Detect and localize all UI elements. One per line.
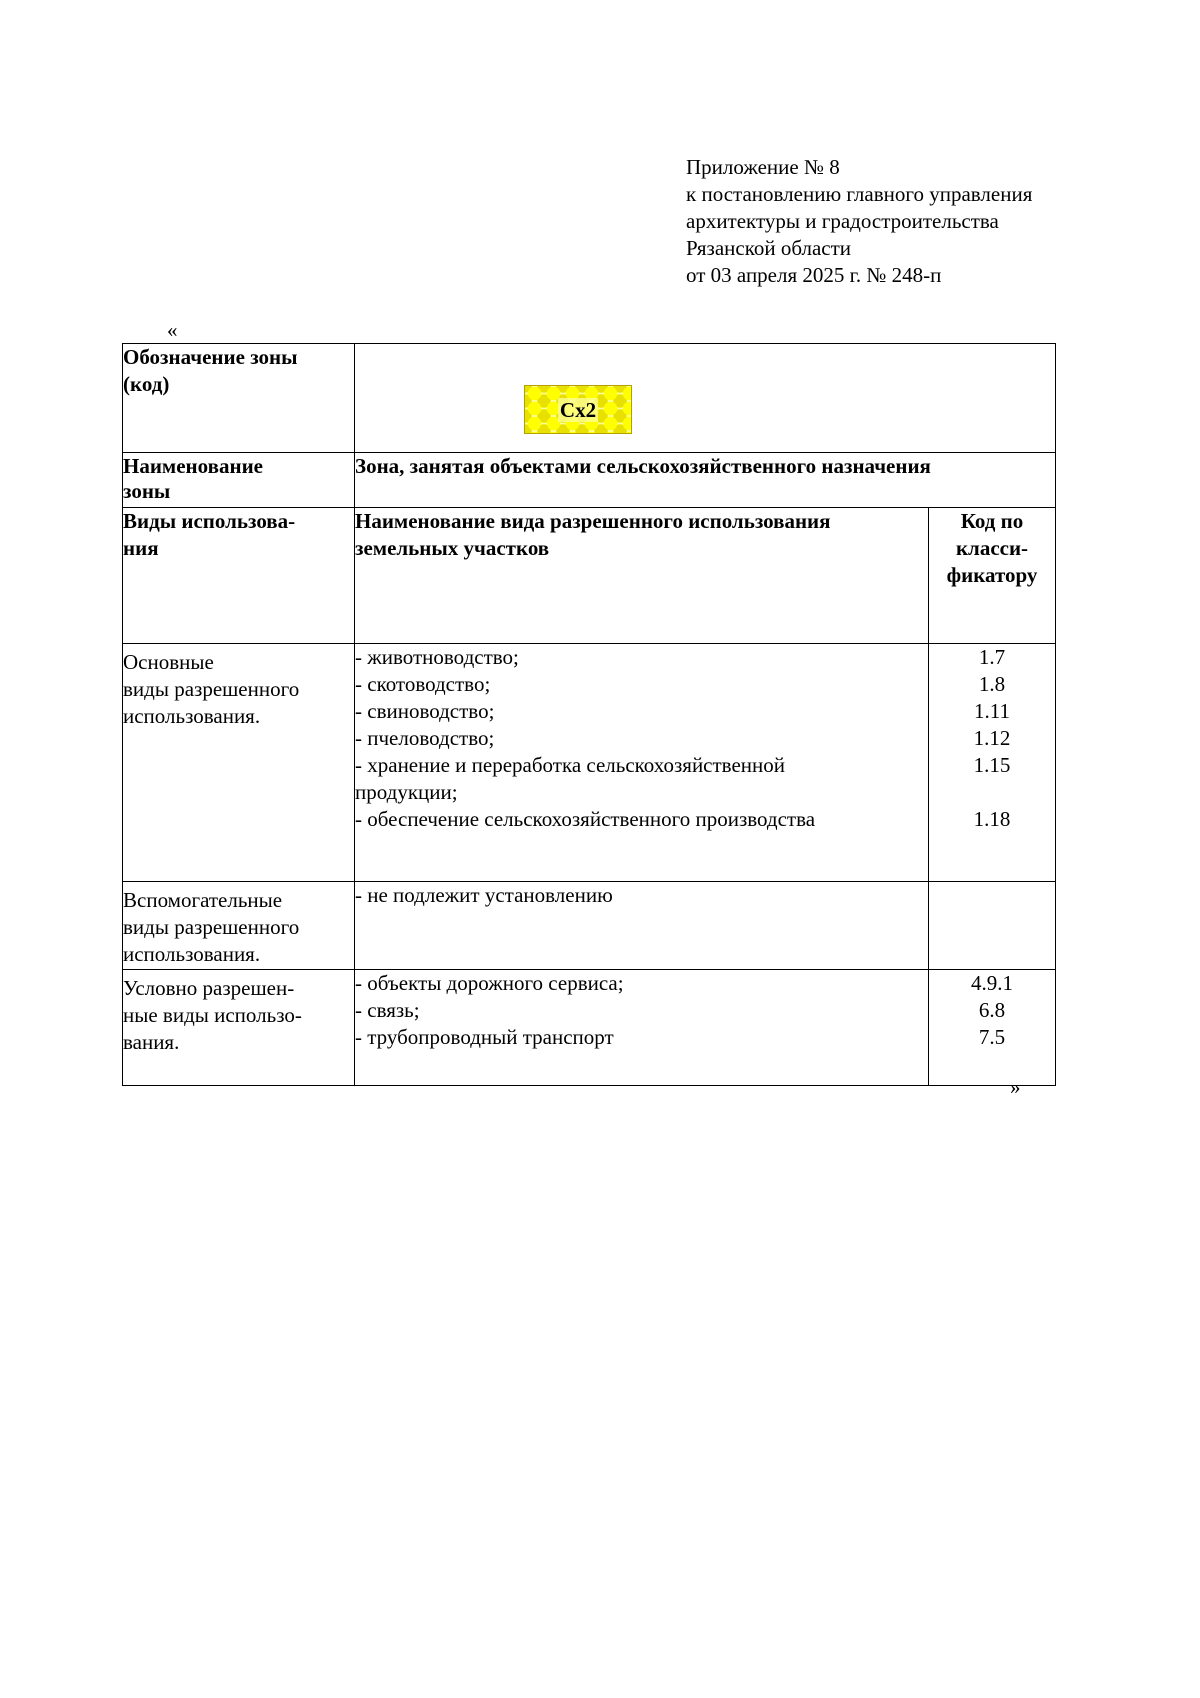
zone-code-row bbox=[123, 344, 1056, 453]
zone-pattern-swatch bbox=[524, 385, 632, 434]
usage-header-row bbox=[123, 508, 1056, 644]
appendix-line: от 03 апреля 2025 г. № 248-п bbox=[686, 263, 942, 287]
classifier-code-header: Код по класси- фикатору bbox=[929, 508, 1056, 644]
auxiliary-usage-list bbox=[355, 882, 929, 970]
closing-quote: » bbox=[1010, 1075, 1021, 1099]
classifier-code: 1.7 bbox=[978, 645, 1006, 669]
classifier-code: 1.8 bbox=[978, 672, 1006, 696]
list-item: - не подлежит установлению bbox=[355, 883, 613, 907]
auxiliary-usage-codes bbox=[929, 882, 1056, 970]
conditional-usage-row bbox=[123, 970, 1056, 1086]
list-item: - связь; bbox=[355, 998, 420, 1022]
main-usage-codes bbox=[929, 644, 1056, 882]
list-item: - свиноводство; bbox=[355, 699, 495, 723]
conditional-usage-codes bbox=[929, 970, 1056, 1086]
conditional-usage-list bbox=[355, 970, 929, 1086]
list-item: - скотоводство; bbox=[355, 672, 491, 696]
zone-name-row bbox=[123, 453, 1056, 508]
auxiliary-usage-label: Вспомогательные виды разрешенного использования. bbox=[123, 882, 355, 970]
appendix-header bbox=[686, 154, 1032, 289]
usage-name-header: Наименование вида разрешенного использования земельных участков bbox=[355, 508, 929, 644]
appendix-line: Рязанской области bbox=[686, 236, 852, 260]
zone-table bbox=[122, 343, 1056, 1086]
list-item: - объекты дорожного сервиса; bbox=[355, 971, 624, 995]
zone-code: Сх2 bbox=[559, 397, 597, 422]
main-usage-label: Основные виды разрешенного использования. bbox=[123, 644, 355, 882]
classifier-code: 7.5 bbox=[978, 1025, 1006, 1049]
appendix-line: Приложение № 8 bbox=[686, 155, 840, 179]
list-item: продукции; bbox=[355, 780, 458, 804]
zone-name: Зона, занятая объектами сельскохозяйственного назначения bbox=[355, 453, 1056, 508]
list-item: - животноводство; bbox=[355, 645, 519, 669]
classifier-code: 6.8 bbox=[978, 998, 1006, 1022]
conditional-usage-label: Условно разрешен- ные виды использо- вания. bbox=[123, 970, 355, 1086]
zone-code-label: Обозначение зоны (код) bbox=[123, 344, 355, 453]
classifier-code: 4.9.1 bbox=[971, 971, 1013, 995]
appendix-line: архитектуры и градостроительства bbox=[686, 209, 999, 233]
appendix-line: к постановлению главного управления bbox=[686, 182, 1033, 206]
usage-label: Виды использова- ния bbox=[123, 508, 355, 644]
classifier-code: 1.18 bbox=[973, 807, 1011, 831]
list-item: - обеспечение сельскохозяйственного производства bbox=[355, 807, 816, 831]
classifier-code: 1.11 bbox=[974, 699, 1010, 723]
main-usage-row bbox=[123, 644, 1056, 882]
opening-quote: « bbox=[167, 318, 178, 342]
list-item: - хранение и переработка сельскохозяйственной bbox=[355, 753, 786, 777]
main-usage-list bbox=[355, 644, 929, 882]
list-item: - трубопроводный транспорт bbox=[355, 1025, 614, 1049]
classifier-code-spacer bbox=[929, 779, 1055, 806]
classifier-code: 1.12 bbox=[973, 726, 1011, 750]
auxiliary-usage-row bbox=[123, 882, 1056, 970]
zone-code-cell bbox=[355, 344, 1056, 453]
classifier-code: 1.15 bbox=[973, 753, 1011, 777]
list-item: - пчеловодство; bbox=[355, 726, 495, 750]
zone-name-label: Наименование зоны bbox=[123, 453, 355, 508]
